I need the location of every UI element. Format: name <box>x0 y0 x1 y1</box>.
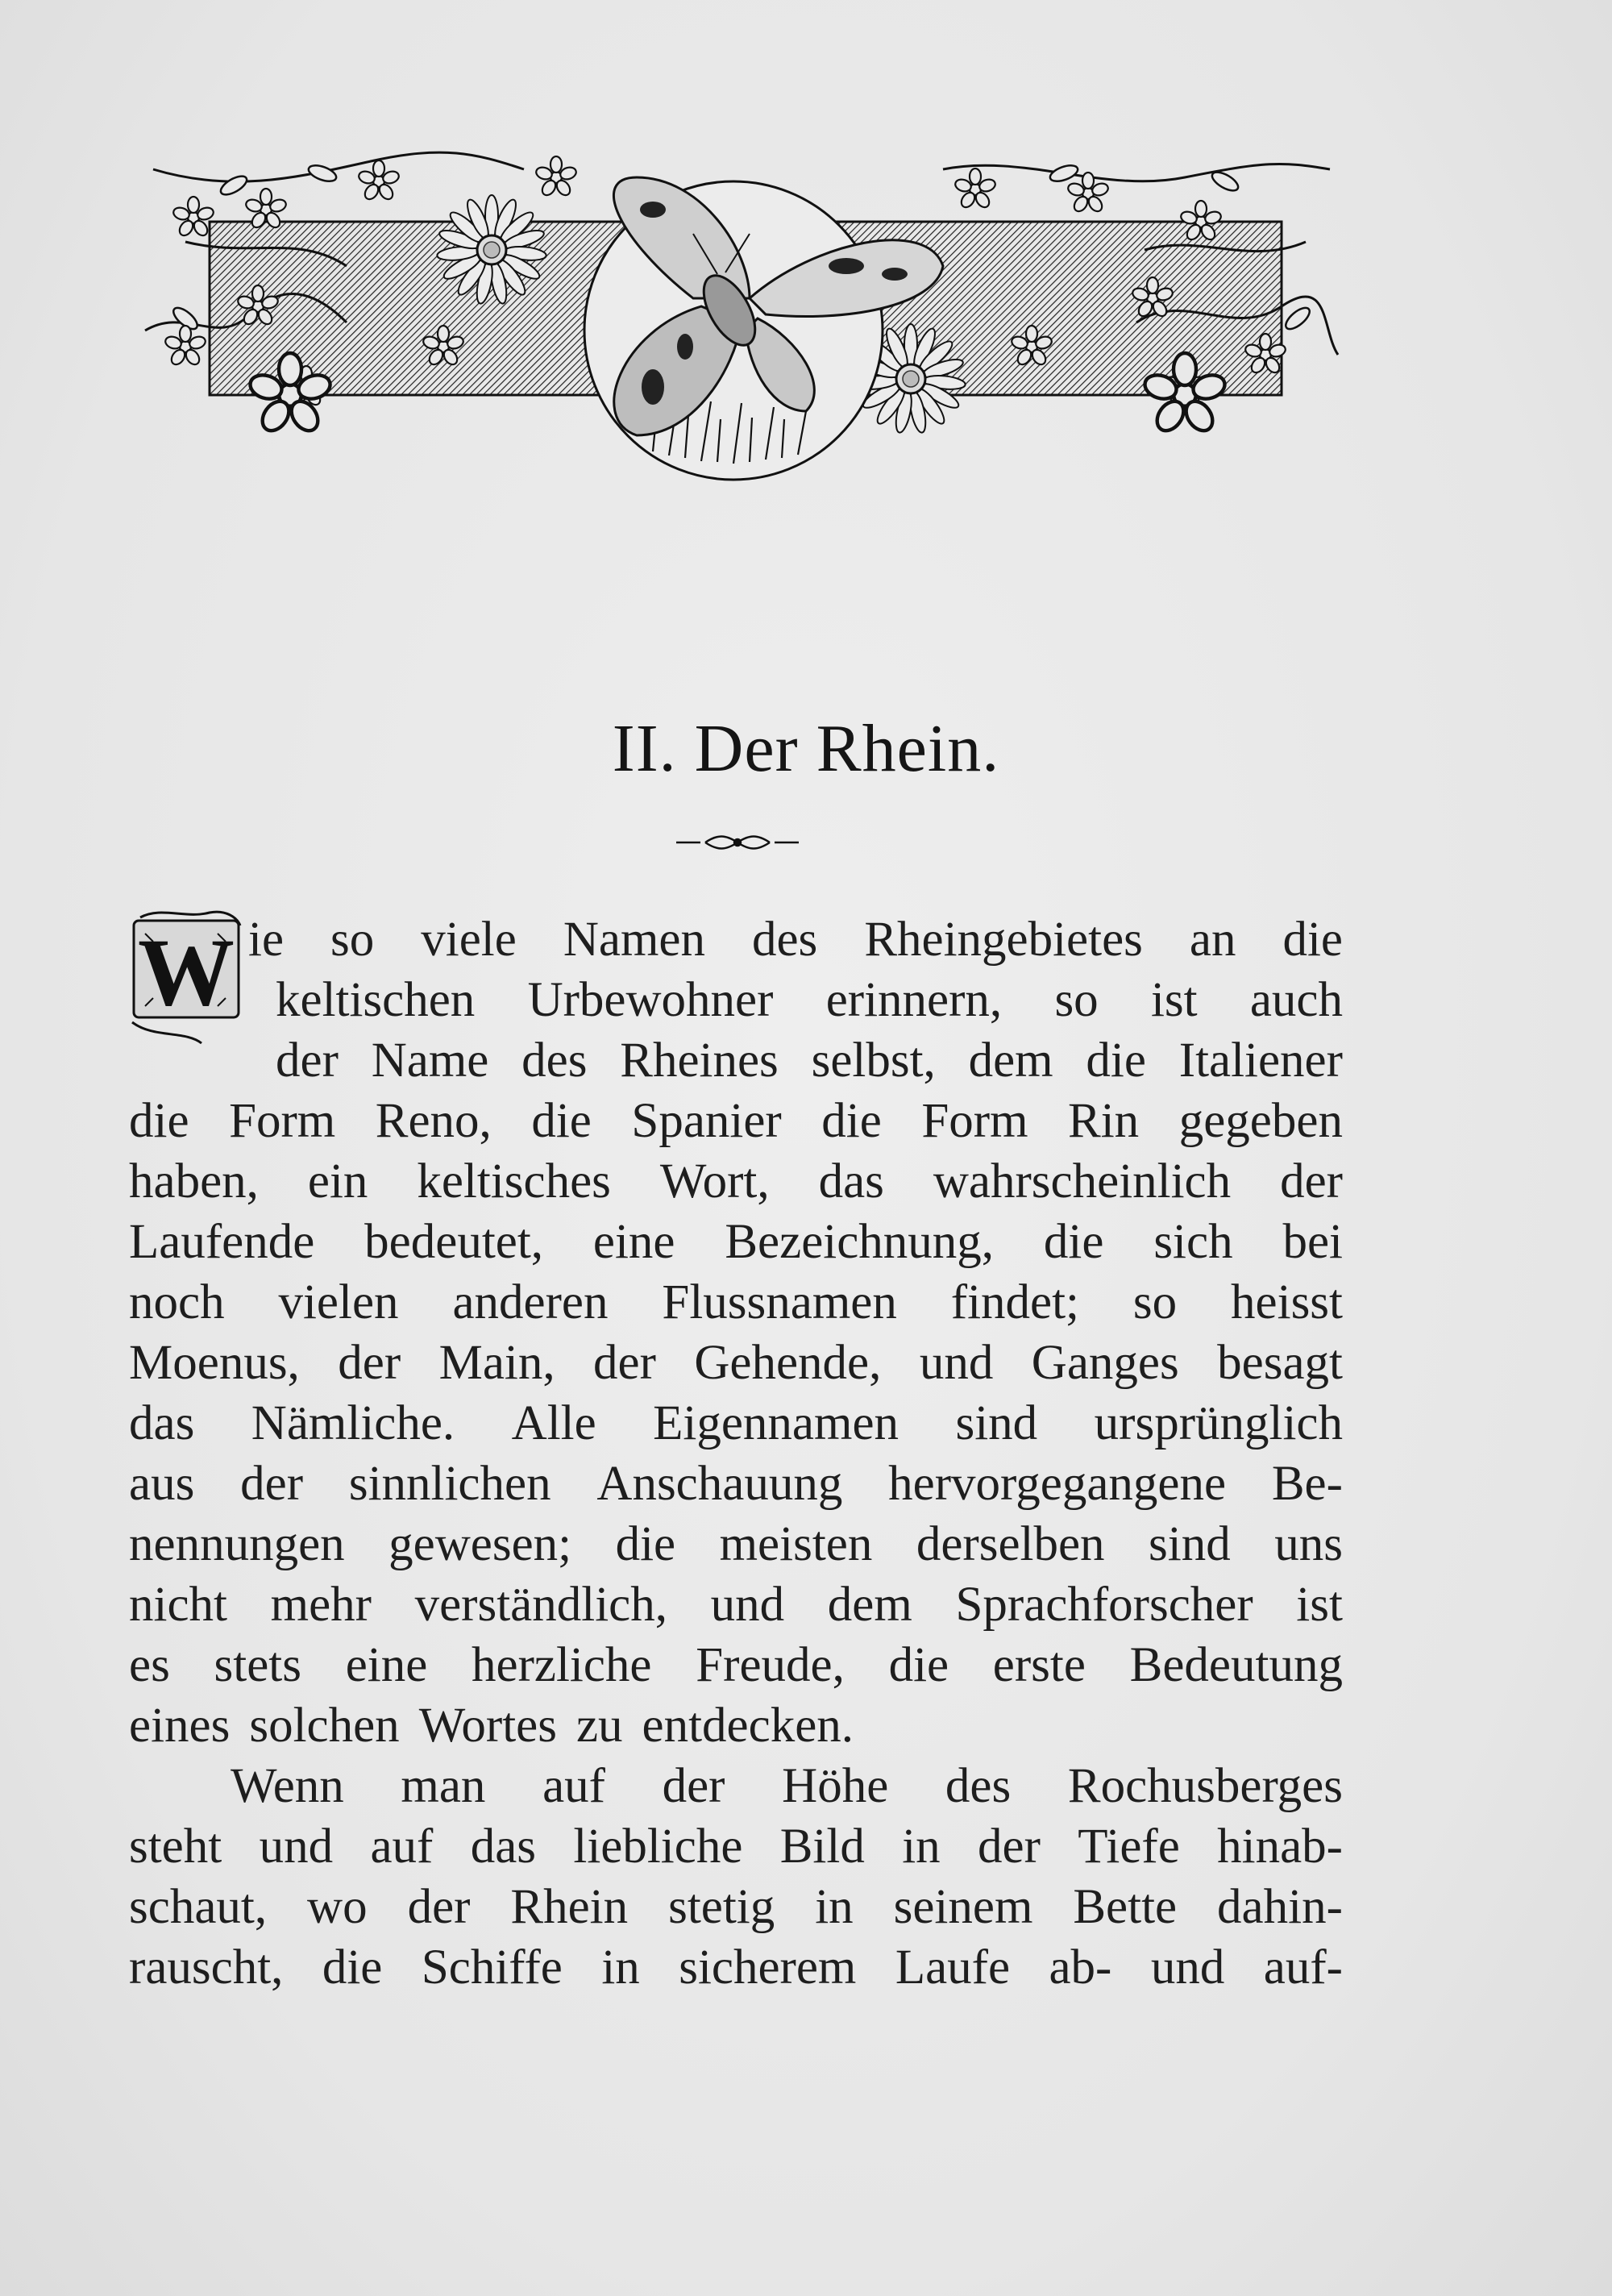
word: die <box>615 1517 676 1571</box>
word: sinnlichen <box>348 1457 551 1511</box>
word: ist <box>1150 973 1198 1027</box>
word: sind <box>1149 1517 1231 1571</box>
word: verständlich, <box>414 1578 667 1632</box>
word: Form <box>921 1094 1028 1148</box>
word: keltischen <box>276 973 476 1027</box>
word: Be- <box>1271 1457 1343 1511</box>
word: mehr <box>270 1578 372 1632</box>
word: Sprachforscher <box>955 1578 1253 1632</box>
word: die <box>821 1094 882 1148</box>
word: Laufe <box>895 1940 1011 1994</box>
word: schaut, <box>129 1880 268 1934</box>
word: heisst <box>1231 1275 1343 1329</box>
text-line <box>129 1816 1343 1877</box>
text-line <box>129 1333 1343 1393</box>
word: stetig <box>668 1880 775 1934</box>
word: Moenus, <box>129 1336 300 1390</box>
word: Flussnamen <box>662 1275 897 1329</box>
word: und <box>259 1820 334 1874</box>
word: die <box>531 1094 592 1148</box>
word: Eigennamen <box>653 1396 899 1450</box>
word: und <box>1150 1940 1225 1994</box>
word: Schiffe <box>421 1940 563 1994</box>
word: keltisches <box>417 1154 611 1208</box>
word: gegeben <box>1178 1094 1343 1148</box>
word: selbst, <box>811 1034 936 1088</box>
word: Rheingebietes <box>864 913 1143 967</box>
word: stets <box>214 1638 301 1692</box>
word: das <box>470 1820 537 1874</box>
word: sich <box>1153 1215 1233 1269</box>
text-line <box>129 1574 1343 1635</box>
word: eines <box>129 1699 231 1753</box>
text-line <box>129 1514 1343 1574</box>
word: ein <box>307 1154 368 1208</box>
word: Rheines <box>620 1034 779 1088</box>
text-line <box>129 1272 1343 1333</box>
word: besagt <box>1217 1336 1343 1390</box>
word: des <box>521 1034 588 1088</box>
word: die <box>1043 1215 1104 1269</box>
word: herzliche <box>472 1638 652 1692</box>
word: auf <box>542 1759 605 1813</box>
word: so <box>330 913 375 967</box>
word: nennungen <box>129 1517 345 1571</box>
word: und <box>710 1578 785 1632</box>
word: gewesen; <box>388 1517 572 1571</box>
word: nicht <box>129 1578 227 1632</box>
word: entdecken. <box>642 1699 854 1753</box>
word: der <box>1280 1154 1343 1208</box>
word: das <box>818 1154 884 1208</box>
word: haben, <box>129 1154 259 1208</box>
word: Namen <box>563 913 705 967</box>
text-line <box>276 970 1343 1030</box>
text-line <box>129 1454 1343 1514</box>
word: erinnern, <box>825 973 1003 1027</box>
word: der <box>276 1034 339 1088</box>
word: solchen <box>249 1699 400 1753</box>
word: der <box>978 1820 1041 1874</box>
word: Bette <box>1073 1880 1178 1934</box>
word: anderen <box>452 1275 609 1329</box>
word: derselben <box>916 1517 1105 1571</box>
word: erste <box>992 1638 1086 1692</box>
word: steht <box>129 1820 222 1874</box>
word: aus <box>129 1457 195 1511</box>
word: Nämliche. <box>251 1396 455 1450</box>
word: ursprünglich <box>1094 1396 1343 1450</box>
word: zu <box>575 1699 623 1753</box>
word: ist <box>1296 1578 1343 1632</box>
floral-butterfly-vignette-icon <box>137 145 1346 484</box>
word: uns <box>1274 1517 1343 1571</box>
word: in <box>815 1880 854 1934</box>
word: liebliche <box>573 1820 743 1874</box>
word: in <box>902 1820 941 1874</box>
word: der <box>338 1336 401 1390</box>
body-text <box>129 909 1343 1998</box>
word: man <box>401 1759 486 1813</box>
word: auf <box>370 1820 434 1874</box>
word: viele <box>421 913 517 967</box>
word: dahin- <box>1217 1880 1343 1934</box>
word: bedeutet, <box>364 1215 544 1269</box>
word: Anschauung <box>596 1457 843 1511</box>
word: des <box>751 913 818 967</box>
text-line <box>129 1937 1343 1998</box>
word: es <box>129 1638 170 1692</box>
word: in <box>601 1940 640 1994</box>
word: das <box>129 1396 195 1450</box>
text-line <box>129 1393 1343 1454</box>
word: eine <box>345 1638 428 1692</box>
word: die <box>1282 913 1343 967</box>
word: Spanier <box>631 1094 782 1148</box>
word: Reno, <box>375 1094 492 1148</box>
word: so <box>1132 1275 1178 1329</box>
word: des <box>945 1759 1012 1813</box>
text-line <box>129 1635 1343 1695</box>
word: der <box>407 1880 471 1934</box>
word: Main, <box>438 1336 555 1390</box>
word: Freude, <box>696 1638 845 1692</box>
word: Rochusberges <box>1067 1759 1343 1813</box>
word: hinab- <box>1217 1820 1343 1874</box>
word: und <box>919 1336 994 1390</box>
word: Urbewohner <box>527 973 774 1027</box>
text-line <box>129 1695 1343 1756</box>
text-line <box>276 1030 1343 1091</box>
text-line <box>129 1151 1343 1212</box>
word: Name <box>371 1034 489 1088</box>
word: Bedeutung <box>1129 1638 1343 1692</box>
word: Gehende, <box>694 1336 882 1390</box>
word: Italiener <box>1178 1034 1343 1088</box>
word: Laufende <box>129 1215 315 1269</box>
word: noch <box>129 1275 225 1329</box>
word: bei <box>1282 1215 1343 1269</box>
word: der <box>240 1457 304 1511</box>
word: Wort, <box>659 1154 770 1208</box>
word: Bezeichnung, <box>725 1215 995 1269</box>
chapter-title: II. Der Rhein. <box>612 711 1000 786</box>
word: Bild <box>779 1820 865 1874</box>
ornamental-divider-icon <box>673 832 802 853</box>
word: auch <box>1249 973 1343 1027</box>
text-line <box>129 1091 1343 1151</box>
word: ab- <box>1049 1940 1112 1994</box>
word: die <box>129 1094 189 1148</box>
word: Rhein <box>510 1880 629 1934</box>
word: die <box>322 1940 383 1994</box>
word: wahrscheinlich <box>933 1154 1232 1208</box>
word: vielen <box>278 1275 399 1329</box>
word: sind <box>955 1396 1038 1450</box>
word: sicherem <box>679 1940 857 1994</box>
word: so <box>1054 973 1099 1027</box>
word: Alle <box>511 1396 596 1450</box>
text-line <box>129 1212 1343 1272</box>
word: Wenn <box>231 1759 344 1813</box>
word: hervorgegangene <box>888 1457 1227 1511</box>
word: findet; <box>950 1275 1079 1329</box>
word: Form <box>229 1094 336 1148</box>
word: wo <box>307 1880 368 1934</box>
word: der <box>593 1336 656 1390</box>
word: meisten <box>719 1517 873 1571</box>
word: dem <box>968 1034 1053 1088</box>
word: die <box>1086 1034 1146 1088</box>
word: seinem <box>893 1880 1033 1934</box>
word: Tiefe <box>1078 1820 1180 1874</box>
word: eine <box>592 1215 675 1269</box>
text-line <box>231 1756 1343 1816</box>
word: dem <box>827 1578 912 1632</box>
word: Rin <box>1068 1094 1140 1148</box>
word: an <box>1189 913 1236 967</box>
word: die <box>888 1638 949 1692</box>
word: Ganges <box>1031 1336 1179 1390</box>
dropcap-letter: W <box>138 918 235 1025</box>
word: ie <box>248 913 285 967</box>
word: Wortes <box>418 1699 557 1753</box>
word: Höhe <box>782 1759 889 1813</box>
text-line <box>129 1877 1343 1937</box>
word: rauscht, <box>129 1940 284 1994</box>
word: der <box>662 1759 725 1813</box>
text-line <box>248 909 1343 970</box>
word: auf- <box>1263 1940 1343 1994</box>
